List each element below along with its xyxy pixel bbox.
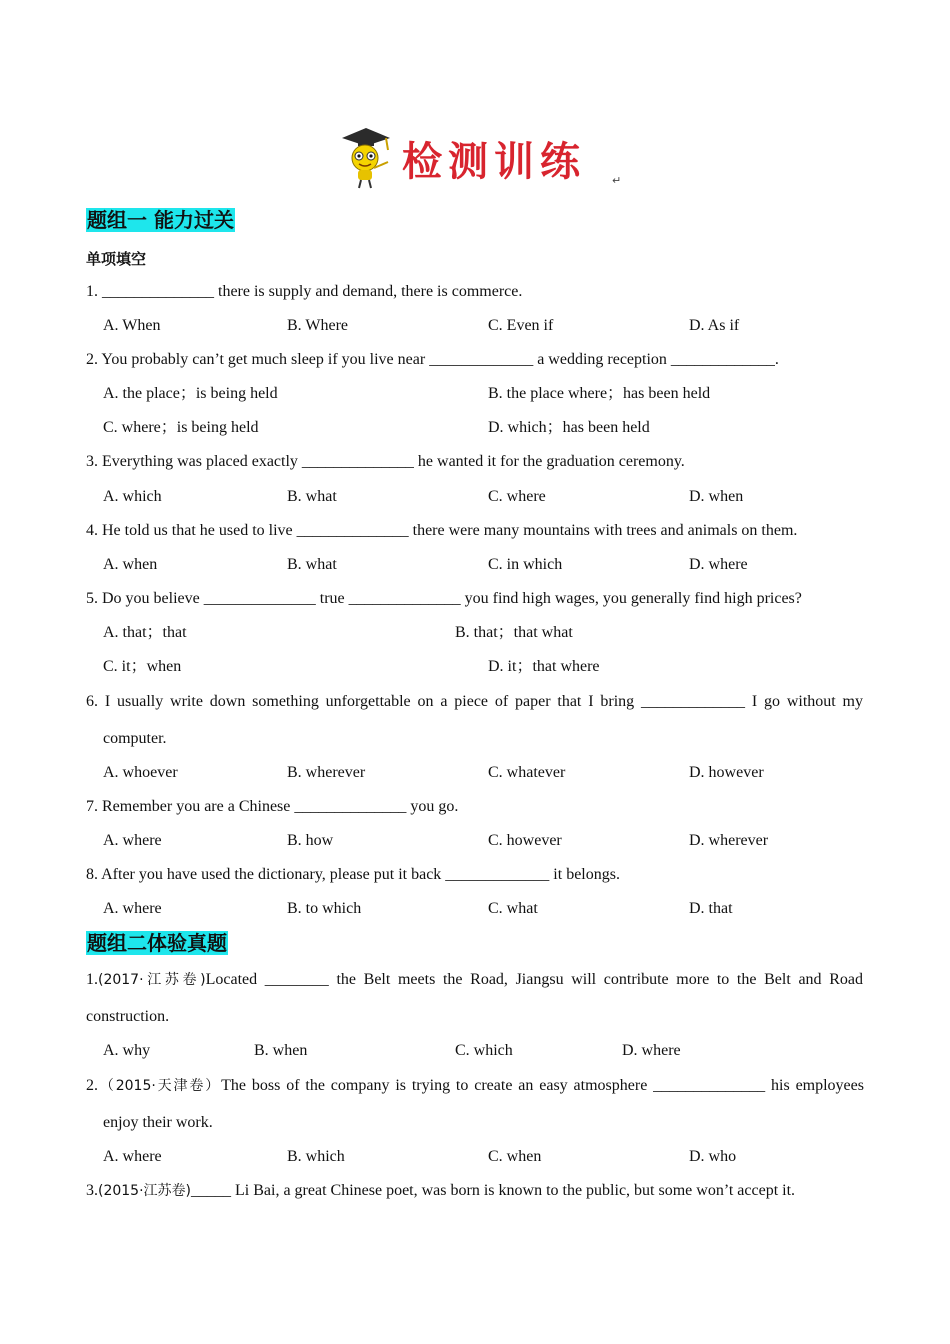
graduate-mascot-icon xyxy=(336,124,396,190)
question-7: 7. Remember you are a Chinese ______________ you go. xyxy=(86,798,459,815)
exam-question-2-continuation: enjoy their work. xyxy=(103,1114,213,1131)
option: A. where xyxy=(103,900,162,917)
option: A. where xyxy=(103,832,162,849)
option: C. when xyxy=(488,1148,542,1165)
option: B. wherever xyxy=(287,764,366,781)
option: C. whatever xyxy=(488,764,566,781)
option: D. wherever xyxy=(689,832,769,849)
option: A. why xyxy=(103,1042,151,1059)
option: A. the place；is being held xyxy=(103,385,278,402)
option: A. when xyxy=(103,556,158,573)
question-5: 5. Do you believe ______________ true ______________ you find high wages, you generally find high prices? xyxy=(86,590,802,607)
option: D. As if xyxy=(689,317,740,334)
title-banner xyxy=(336,124,636,194)
question-6: 6. I usually write down something unforgettable on a piece of paper that I bring _____________ I go without my xyxy=(86,693,863,710)
section2-heading: 题组二体验真题 xyxy=(87,931,227,955)
option: A. that；that xyxy=(103,624,187,641)
option: C. it；when xyxy=(103,658,182,675)
option: B. that；that what xyxy=(455,624,573,641)
option: C. where；is being held xyxy=(103,419,259,436)
option: D. that xyxy=(689,900,733,917)
exam-question-1-continuation: construction. xyxy=(86,1008,170,1025)
option: B. to which xyxy=(287,900,362,917)
option: D. where xyxy=(622,1042,681,1059)
exam-question-1: 1.(2017·江苏卷)Located ________ the Belt meets the Road, Jiangsu will contribute more to the Belt and Road xyxy=(86,971,863,988)
exam-question-3: 3.(2015·江苏卷)_____ Li Bai, a great Chinese poet, was born is known to the public, but some won’t accept it. xyxy=(86,1182,796,1199)
section1-subheading: 单项填空 xyxy=(86,250,147,268)
option: A. which xyxy=(103,488,162,505)
question-4: 4. He told us that he used to live ______________ there were many mountains with trees and animals on them. xyxy=(86,522,798,539)
option: B. how xyxy=(287,832,334,849)
source-tag: (2017·江苏卷) xyxy=(98,972,206,988)
option: D. it；that where xyxy=(488,658,600,675)
option: B. Where xyxy=(287,317,349,334)
option: D. which；has been held xyxy=(488,419,650,436)
option: C. however xyxy=(488,832,562,849)
question-6-continuation: computer. xyxy=(103,730,167,747)
option: A. where xyxy=(103,1148,162,1165)
option: D. where xyxy=(689,556,748,573)
option: C. in which xyxy=(488,556,563,573)
question-1: 1. ______________ there is supply and demand, there is commerce. xyxy=(86,283,523,300)
paragraph-mark: ↵ xyxy=(612,174,622,187)
option: C. which xyxy=(455,1042,513,1059)
question-3: 3. Everything was placed exactly ______________ he wanted it for the graduation ceremony. xyxy=(86,453,685,470)
option: A. When xyxy=(103,317,161,334)
option: C. what xyxy=(488,900,538,917)
option: B. which xyxy=(287,1148,345,1165)
source-tag: （2015·天津卷） xyxy=(98,1078,222,1094)
option: B. what xyxy=(287,556,337,573)
option: D. who xyxy=(689,1148,737,1165)
section1-heading: 题组一 能力过关 xyxy=(87,208,234,232)
question-8: 8. After you have used the dictionary, please put it back _____________ it belongs. xyxy=(86,866,620,883)
option: B. when xyxy=(254,1042,308,1059)
option: D. when xyxy=(689,488,744,505)
option: D. however xyxy=(689,764,764,781)
exam-question-2: 2.（2015·天津卷）The boss of the company is trying to create an easy atmosphere ______________ his employees xyxy=(86,1077,864,1094)
option: A. whoever xyxy=(103,764,178,781)
page-title: 检测训练 xyxy=(402,138,586,185)
option: C. where xyxy=(488,488,546,505)
option: C. Even if xyxy=(488,317,554,334)
option: B. what xyxy=(287,488,337,505)
source-tag: (2015·江苏卷) xyxy=(98,1183,192,1199)
option: B. the place where；has been held xyxy=(488,385,711,402)
question-2: 2. You probably can’t get much sleep if you live near _____________ a wedding reception _____________. xyxy=(86,351,779,368)
